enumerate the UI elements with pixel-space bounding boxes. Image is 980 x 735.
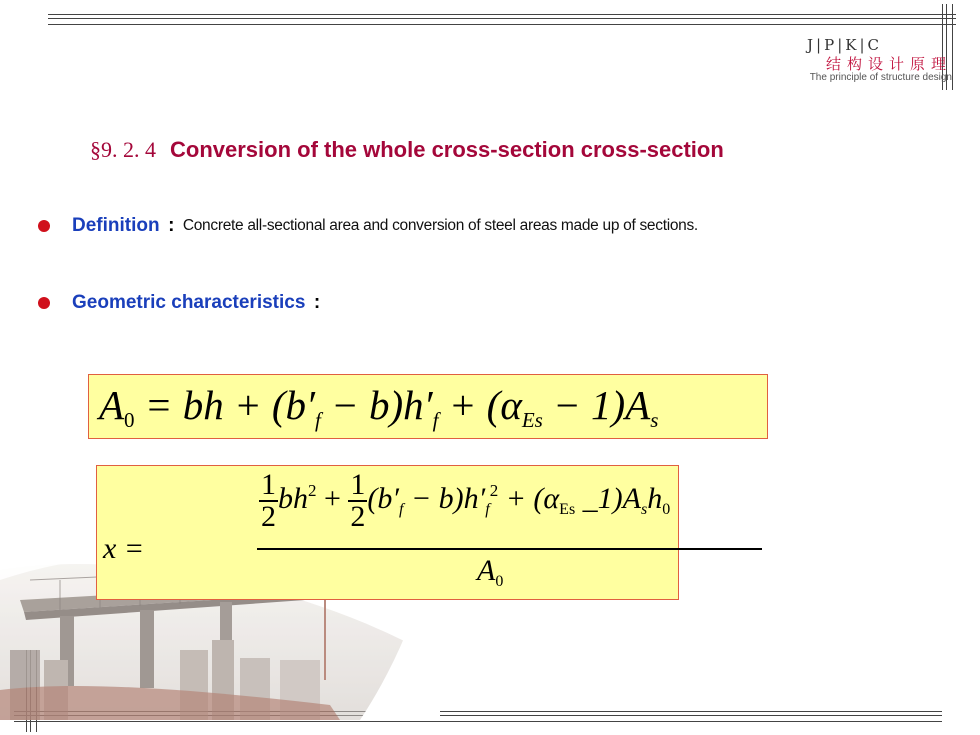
- term-3a: + (α: [498, 481, 560, 515]
- area-rhs-2: − b)h′: [320, 382, 433, 428]
- term-1-sup: 2: [308, 480, 317, 500]
- half-fraction-2: $\frac{1}{2}$: [350, 468, 366, 533]
- area-f-sub-1: f: [315, 408, 321, 432]
- section-number: §9. 2. 4: [90, 137, 156, 162]
- centroid-lhs: x =: [103, 532, 145, 565]
- term-1: bh: [278, 481, 308, 515]
- logo-english-title: The principle of structure design: [809, 72, 952, 83]
- plus-sign: +: [316, 481, 349, 515]
- centroid-numerator: [259, 470, 670, 532]
- centroid-denominator: $A_0$: [477, 554, 504, 590]
- top-rule-2: [48, 18, 956, 19]
- term-3-sub2: s: [641, 500, 648, 518]
- term-2-sub2: f: [485, 500, 490, 518]
- area-f-sub-2: f: [432, 408, 439, 432]
- term-2b: − b)h′: [403, 481, 486, 515]
- fraction-bar: [257, 548, 762, 550]
- term-2-sub: f: [398, 500, 404, 518]
- definition-colon: :: [168, 215, 175, 236]
- area-rhs-1: = bh + (b′: [144, 382, 316, 428]
- bullet-dot: [38, 220, 50, 232]
- area-alpha-sub: Es: [521, 408, 543, 432]
- area-rhs-4: − 1)A: [542, 382, 651, 428]
- area-lhs: A: [99, 382, 125, 428]
- section-heading: [90, 137, 724, 163]
- centroid-formula-box: [96, 465, 679, 600]
- top-rule-3: [48, 24, 956, 25]
- term-2-sup: 2: [489, 480, 499, 500]
- bullet-definition: [38, 215, 698, 237]
- geometric-label: Geometric characteristics: [72, 292, 306, 313]
- term-3-sub: Es: [559, 500, 576, 518]
- definition-label: Definition: [72, 215, 160, 236]
- area-rhs-3: + (α: [438, 382, 522, 428]
- right-rule-3: [952, 4, 953, 90]
- term-3-sub3: 0: [662, 500, 671, 518]
- definition-text: Concrete all-sectional area and conversion of steel areas made up of sections.: [182, 217, 698, 234]
- area-lhs-sub: 0: [124, 408, 135, 432]
- bullet-dot: [38, 297, 50, 309]
- term-3c: h: [647, 481, 663, 515]
- logo-letters: J|P|K|C: [807, 36, 882, 54]
- section-title: Conversion of the whole cross-section cross-section: [170, 137, 724, 162]
- course-logo: [782, 36, 952, 83]
- geometric-colon: :: [313, 292, 321, 313]
- bullet-geometric: [38, 292, 324, 314]
- top-rule-1: [48, 14, 956, 15]
- area-formula: [99, 381, 658, 433]
- term-3b: _1)A: [575, 481, 641, 515]
- logo-chinese-title: 结构设计原理: [825, 55, 952, 73]
- centroid-formula: [97, 466, 678, 599]
- term-2a: (b′: [367, 481, 399, 515]
- half-fraction-1: $\frac{1}{2}$: [261, 468, 276, 533]
- area-formula-box: [88, 374, 768, 439]
- area-as-sub: s: [650, 408, 659, 432]
- bottom-rule-3: [14, 721, 942, 722]
